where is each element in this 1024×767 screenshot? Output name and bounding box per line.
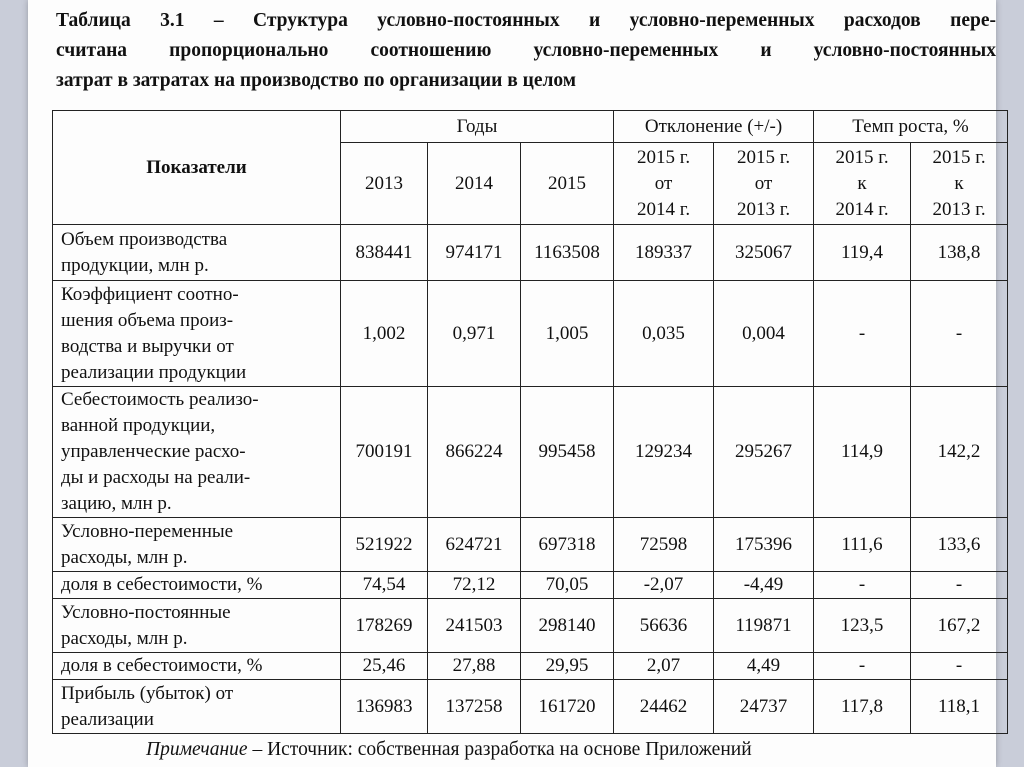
row-label [53,599,341,653]
table-row [53,680,1008,734]
table-cell: -2,07 [614,572,714,599]
table-row [53,653,1008,680]
table-cell: 133,6 [911,518,1008,572]
table-cell: 129234 [614,387,714,518]
table-cell: 2,07 [614,653,714,680]
header-line: от [654,172,673,194]
table-cell: 142,2 [911,387,1008,518]
table-cell: 178269 [341,599,428,653]
table-cell: 1,002 [341,281,428,387]
table-cell: 27,88 [428,653,521,680]
header-growth-col [814,143,911,225]
table-row [53,281,1008,387]
note-text: – Источник: собственная разработка на основе Приложений [247,739,752,760]
row-label-line: доля в себестоимости, % [61,655,263,676]
table-cell: 189337 [614,225,714,281]
table-cell: 114,9 [814,387,911,518]
table-cell: 1163508 [521,225,614,281]
table-cell: 136983 [341,680,428,734]
header-line: 2014 г. [636,198,691,220]
header-line: к [954,172,964,194]
table-cell: 697318 [521,518,614,572]
table-cell: 56636 [614,599,714,653]
row-label-line: продукции, млн р. [61,254,209,276]
table-row [53,225,1008,281]
table-cell: 72598 [614,518,714,572]
table-cell: 24462 [614,680,714,734]
row-label [53,387,341,518]
row-label [53,225,341,281]
table-cell: 298140 [521,599,614,653]
row-label-line: расходы, млн р. [61,546,188,568]
table-cell: 838441 [341,225,428,281]
header-growth-col [911,143,1008,225]
row-label-line: Объем производства [61,228,228,250]
row-label-line: ды и расходы на реали- [61,467,251,488]
row-label-line: Себестоимость реализо- [61,389,259,410]
row-label-line: расходы, млн р. [61,627,188,649]
table-cell: 138,8 [911,225,1008,281]
table-cell: 175396 [714,518,814,572]
table-note [146,739,752,761]
table-cell: 995458 [521,387,614,518]
header-line: 2015 г. [636,146,691,168]
row-label-line: доля в себестоимости, % [61,574,263,595]
note-prefix: Примечание [146,739,248,760]
table-cell: 325067 [714,225,814,281]
header-deviation-col [614,143,714,225]
table-cell: 241503 [428,599,521,653]
table-cell: 521922 [341,518,428,572]
table-cell: - [814,572,911,599]
caption-line-1: Таблица 3.1 – Структура условно-постоянных и условно-переменных расходов пере- [56,10,996,31]
header-year: 2015 [521,143,614,225]
row-label-line: управленческие расхо- [61,441,246,462]
header-line: 2014 г. [835,198,889,220]
header-deviation-col [714,143,814,225]
table-row [53,518,1008,572]
header-line: к [857,172,867,194]
caption-line-2: считана пропорционально соотношению условно-переменных и условно-постоянных [56,40,996,61]
table-cell: -4,49 [714,572,814,599]
header-line: 2013 г. [932,198,986,220]
header-year: 2013 [341,143,428,225]
row-label-line: Коэффициент соотно- [61,283,239,305]
row-label-line: Условно-постоянные [61,601,231,623]
row-label [53,653,341,680]
caption-line-3: затрат в затратах на производство по организации в целом [56,70,577,91]
table-cell: - [911,572,1008,599]
table-cell: 700191 [341,387,428,518]
document-page [28,0,996,767]
table-row [53,572,1008,599]
table-cell: - [911,281,1008,387]
row-label-line: зацию, млн р. [61,493,172,514]
table-cell: 119,4 [814,225,911,281]
table-cell: - [814,281,911,387]
header-line: 2013 г. [736,198,791,220]
header-line: от [754,172,773,194]
row-label-line: водства и выручки от [61,335,234,357]
table-cell: 866224 [428,387,521,518]
table-cell: 70,05 [521,572,614,599]
table-cell: 161720 [521,680,614,734]
table-cell: 111,6 [814,518,911,572]
table-cell: 4,49 [714,653,814,680]
header-line: 2015 г. [932,146,986,168]
table-cell: 974171 [428,225,521,281]
table-cell: - [911,653,1008,680]
table-cell: 24737 [714,680,814,734]
table-cell: 137258 [428,680,521,734]
row-label [53,680,341,734]
table-cell: 72,12 [428,572,521,599]
table-cell: 167,2 [911,599,1008,653]
row-label-line: шения объема произ- [61,309,234,331]
header-deviation-group: Отклонение (+/-) [614,111,814,143]
header-line: 2015 г. [835,146,889,168]
table-cell: 624721 [428,518,521,572]
table-cell: 295267 [714,387,814,518]
cost-structure-table [52,110,1008,734]
table-cell: 118,1 [911,680,1008,734]
table-caption [56,6,996,96]
table-row [53,599,1008,653]
header-year: 2014 [428,143,521,225]
header-line: 2015 г. [736,146,791,168]
row-label-line: реализации продукции [61,361,247,383]
table-cell: 119871 [714,599,814,653]
table-cell: - [814,653,911,680]
header-indicator: Показатели [53,111,341,225]
table-cell: 74,54 [341,572,428,599]
table-cell: 123,5 [814,599,911,653]
row-label [53,572,341,599]
row-label [53,518,341,572]
table-cell: 117,8 [814,680,911,734]
header-years-group: Годы [341,111,614,143]
row-label [53,281,341,387]
table-cell: 29,95 [521,653,614,680]
header-growth-group: Темп роста, % [814,111,1008,143]
row-label-line: ванной продукции, [61,415,216,436]
table-cell: 0,004 [714,281,814,387]
row-label-line: реализации [61,708,154,730]
row-label-line: Условно-переменные [61,520,234,542]
table-cell: 25,46 [341,653,428,680]
table-cell: 0,035 [614,281,714,387]
table-cell: 1,005 [521,281,614,387]
table-cell: 0,971 [428,281,521,387]
row-label-line: Прибыль (убыток) от [61,682,234,704]
table-row [53,387,1008,518]
